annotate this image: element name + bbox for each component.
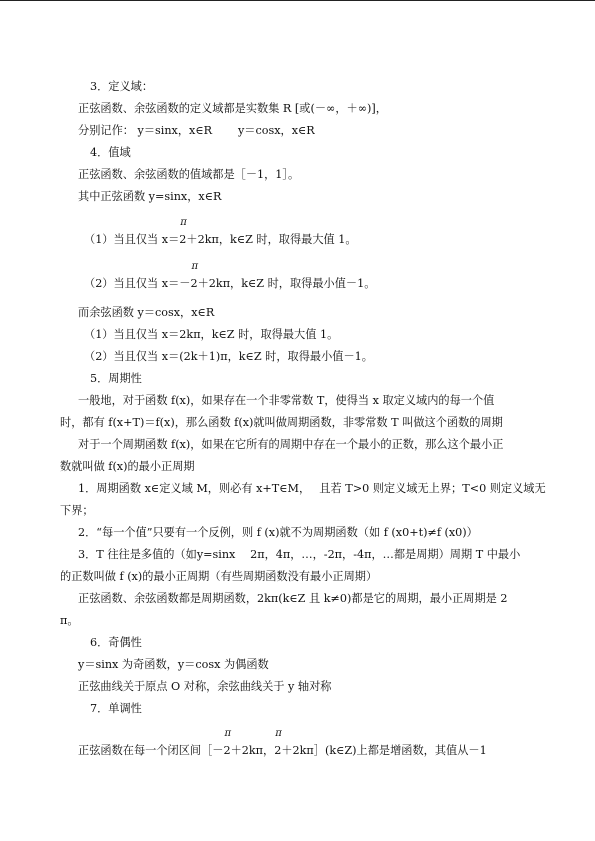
- formula-min-line: [84, 261, 376, 291]
- paragraph-line: 正弦函数、余弦函数都是周期函数，2kπ(k∈Z 且 k≠0)都是它的周期，最小正周期是 2: [78, 592, 508, 605]
- heading-monotonicity: 7．单调性: [90, 702, 142, 715]
- paragraph-line: （2）当且仅当 x＝(2k＋1)π，k∈Z 时，取得最小值－1。: [84, 350, 373, 363]
- paragraph-line: 1．周期函数 x∈定义域 M，则必有 x+T∈M， 且若 T>0 则定义域无上界；T<0 则定义域无: [78, 482, 546, 495]
- paragraph-line: 时，都有 f(x+T)＝f(x)，那么函数 f(x)就叫做周期函数，非零常数 T 叫做这个函数的周期: [60, 416, 503, 429]
- formula-text: 正弦函数在每一个闭区间［－: [78, 744, 224, 757]
- fraction-denominator: 2: [190, 277, 198, 290]
- formula-max-line: [84, 217, 357, 247]
- formula-text: （1）当且仅当 x＝: [84, 233, 180, 246]
- paragraph-line: 分别记作： y＝sinx，x∈R y＝cosx，x∈R: [78, 124, 315, 137]
- fraction-numerator: π: [191, 261, 199, 272]
- formula-text: ＋2kπ］(k∈Z)上都是增函数，其值从－1: [281, 744, 487, 757]
- paragraph-line: 正弦函数、余弦函数的值域都是［－1，1］。: [78, 168, 300, 181]
- formula-text: ＋2kπ，k∈Z 时，取得最大值 1。: [186, 233, 357, 246]
- fraction-pi-over-2: [179, 217, 187, 247]
- paragraph-line: 对于一个周期函数 f(x)，如果在它所有的周期中存在一个最小的正数，那么这个最小正: [78, 438, 504, 451]
- paragraph-line: 的正数叫做 f (x)的最小正周期（有些周期函数没有最小正周期）: [60, 570, 378, 583]
- paragraph-line: 数就叫做 f(x)的最小正周期: [60, 460, 195, 473]
- fraction-pi-over-2: [190, 261, 199, 291]
- fraction-pi-over-2: [274, 728, 282, 758]
- heading-domain: 3．定义域：: [90, 80, 154, 93]
- paragraph-line: 3．T 往往是多值的（如y=sinx 2π，4π，…，-2π，-4π，…都是周期）周期 T 中最小: [78, 548, 521, 561]
- paragraph-line: 正弦函数、余弦函数的定义域都是实数集 R [或(－∞，＋∞)]，: [78, 102, 387, 115]
- paragraph-line: π。: [60, 614, 79, 627]
- formula-text: ＋2kπ，: [230, 744, 275, 757]
- page-top-border: [0, 0, 595, 1]
- paragraph-line: （1）当且仅当 x＝2kπ，k∈Z 时，取得最大值 1。: [84, 328, 339, 341]
- fraction-denominator: 2: [274, 744, 282, 757]
- paragraph-line: 其中正弦函数 y=sinx，x∈R: [78, 190, 222, 203]
- paragraph-line: 而余弦函数 y＝cosx，x∈R: [78, 306, 215, 319]
- paragraph-line: y＝sinx 为奇函数，y＝cosx 为偶函数: [78, 658, 269, 671]
- fraction-denominator: 2: [179, 233, 187, 246]
- heading-periodicity: 5．周期性: [90, 372, 142, 385]
- formula-text: （2）当且仅当 x＝－: [84, 277, 191, 290]
- heading-parity: 6．奇偶性: [90, 636, 142, 649]
- fraction-denominator: 2: [223, 744, 231, 757]
- formula-text: ＋2kπ，k∈Z 时，取得最小值－1。: [197, 277, 376, 290]
- formula-monotonic-line: [78, 728, 487, 758]
- paragraph-line: 下界；: [60, 504, 94, 517]
- paragraph-line: 正弦曲线关于原点 O 对称，余弦曲线关于 y 轴对称: [78, 680, 332, 693]
- fraction-numerator: π: [180, 217, 187, 228]
- fraction-numerator: π: [275, 728, 282, 739]
- paragraph-line: 2．“每一个值”只要有一个反例，则 f (x)就不为周期函数（如 f (x0+t)≠f (x0)）: [78, 526, 478, 539]
- fraction-numerator: π: [224, 728, 232, 739]
- heading-range: 4．值域: [90, 146, 131, 159]
- paragraph-line: 一般地，对于函数 f(x)，如果存在一个非零常数 T，使得当 x 取定义域内的每一个值: [78, 394, 495, 407]
- fraction-pi-over-2: [223, 728, 232, 758]
